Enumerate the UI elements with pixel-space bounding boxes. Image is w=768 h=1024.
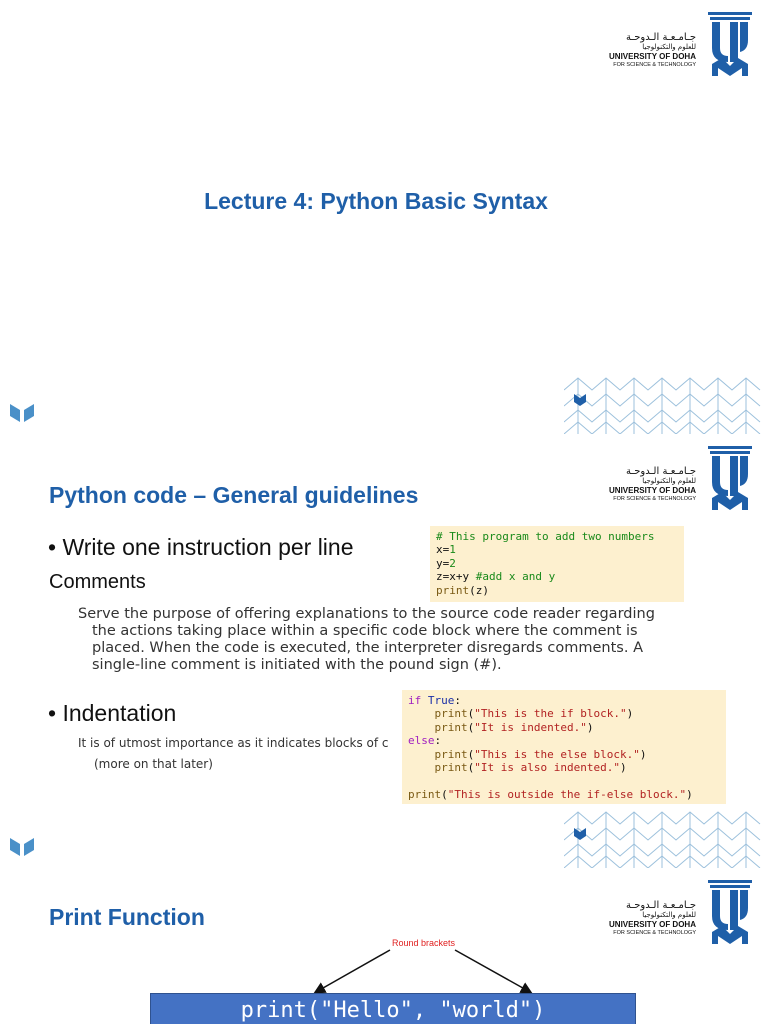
brand-chevron-icon [8,402,36,424]
code-text: : [454,694,461,707]
logo-english-name: UNIVERSITY OF DOHA [609,920,696,929]
code-text: y= [436,556,450,570]
code-snippet-add [430,526,684,602]
print-example-code: print("Hello", "world") [240,998,546,1023]
udst-emblem-icon [706,10,754,78]
code-string: "It is indented." [474,720,587,734]
code-text: z=x+y [436,570,476,584]
bullet-text: Write one instruction per line [62,534,354,560]
logo-text [609,32,696,69]
decorative-pattern [564,810,768,868]
code-function: print [434,747,468,761]
logo-english-sub: FOR SCIENCE & TECHNOLOGY [613,930,696,936]
arrow-right [455,950,530,992]
slide-title: Python code – General guidelines [49,482,419,508]
code-function: print [408,787,442,801]
university-logo [609,444,754,514]
code-string: "It is also indented." [474,761,620,775]
indentation-note: (more on that later) [94,757,213,771]
code-function: print [434,761,468,775]
slide-2 [0,434,768,868]
code-number: 2 [449,556,456,570]
udst-emblem-icon [706,444,754,512]
code-indent [408,721,435,734]
code-keyword: True [427,694,455,707]
logo-english-sub: FOR SCIENCE & TECHNOLOGY [613,496,696,502]
slide-1 [0,0,768,434]
code-string: "This is the if block." [474,707,627,721]
code-indent [408,748,435,761]
brand-chevron-icon [8,836,36,858]
logo-english-sub: FOR SCIENCE & TECHNOLOGY [613,62,696,68]
logo-arabic-name: جـامـعـة الـدوحـة [625,32,696,43]
logo-english-name: UNIVERSITY OF DOHA [609,52,696,61]
round-brackets-annotation: Round brackets [392,938,456,948]
slide-title: Print Function [49,904,205,930]
logo-arabic-sub: للعلوم والتكنولوجيا [642,911,696,919]
bullet-indentation: • Indentation [48,700,177,726]
code-comment: # This program to add two numbers [436,530,655,543]
code-function: print [434,707,468,721]
code-indent [408,761,435,774]
code-indent [408,707,435,720]
bullet-text: Indentation [62,700,177,726]
logo-arabic-name: جـامـعـة الـدوحـة [625,466,696,477]
code-string: "This is the else block." [474,747,640,761]
arrow-left [316,950,390,992]
print-example-box [150,993,636,1024]
code-text: : [434,734,442,748]
code-keyword: else [408,734,435,748]
code-function: print [434,720,468,734]
logo-arabic-sub: للعلوم والتكنولوجيا [642,43,696,51]
comments-heading: Comments [49,571,146,593]
university-logo [609,10,754,80]
code-string: "This is outside the if-else block." [447,787,687,801]
code-number: 1 [449,543,456,557]
code-text: (z) [469,583,489,597]
logo-arabic-name: جـامـعـة الـدوحـة [625,900,696,911]
code-function: print [436,583,470,597]
code-snippet-if-else: if True: print("This is the if block.") print("It is indented.") else: print("This is the else block.") print("It is also indented.") print("This is outside the if-else block.") [402,690,726,804]
decorative-pattern [564,376,768,434]
bullet-one-instruction: • Write one instruction per line [48,534,354,560]
logo-text [609,466,696,503]
code-keyword: if [408,694,422,707]
logo-arabic-sub: للعلوم والتكنولوجيا [642,477,696,485]
logo-english-name: UNIVERSITY OF DOHA [609,486,696,495]
indentation-text: It is of utmost importance as it indicates blocks of c [78,736,389,750]
slide-3 [0,868,768,1024]
code-comment: #add x and y [475,570,556,584]
lecture-title: Lecture 4: Python Basic Syntax [204,188,548,214]
code-text: x= [436,543,450,557]
comments-paragraph: Serve the purpose of offering explanations to the source code reader regarding the actions taking place within a specific code block where the comment is placed. When the code is executed, the interpreter disregards comments. A single-line comment is initiated with the pound sign (#). [78,606,655,673]
